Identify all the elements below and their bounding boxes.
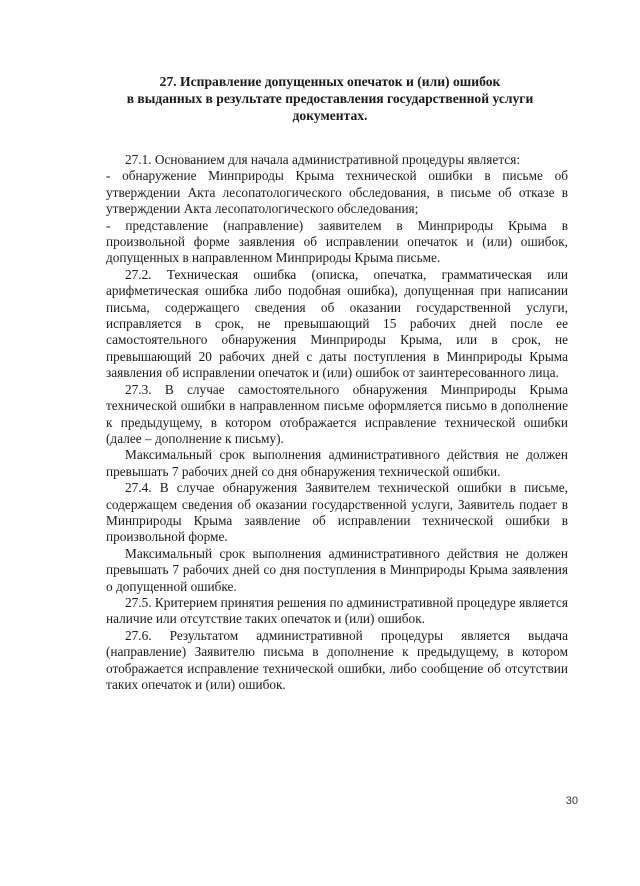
heading-line-2: в выданных в результате предоставления государственной услуги xyxy=(126,91,534,106)
page-number: 30 xyxy=(565,795,578,807)
paragraph-27-5: 27.5. Критерием принятия решения по административной процедуре является наличие или отсутствие таких опечаток и (или) ошибок. xyxy=(106,594,568,627)
document-body xyxy=(106,152,568,693)
paragraph-list-item-1: - обнаружение Минприроды Крыма технической ошибки в письме об утверждении Акта лесопатологического обследования, в письме об отказе в утверждении Акта лесопатологического обследования; xyxy=(106,168,568,217)
paragraph-max-term-1: Максимальный срок выполнения административного действия не должен превышать 7 рабочих дней со дня обнаружения технической ошибки. xyxy=(106,447,568,479)
paragraph-27-3: 27.3. В случае самостоятельного обнаружения Минприроды Крыма технической ошибки в направленном письме оформляется письмо в дополнение к предыдущему, в котором отображается исправление технической ошибки (далее – дополнение к письму). xyxy=(106,381,568,446)
paragraph-list-item-2: - представление (направление) заявителем в Минприроды Крыма в произвольной форме заявления об исправлении опечаток и (или) ошибок, допущенных в направленном Минприроды Крыма письме. xyxy=(106,217,568,266)
heading-line-3: документах. xyxy=(292,108,368,123)
paragraph-max-term-2: Максимальный срок выполнения административного действия не должен превышать 7 рабочих дней со дня поступления в Минприроды Крыма заявления о допущенной ошибке. xyxy=(106,545,568,594)
paragraph-27-4: 27.4. В случае обнаружения Заявителем технической ошибки в письме, содержащем сведения об оказании государственной услуги, Заявитель подает в Минприроды Крыма заявление об исправлении технической ошибки в произвольной форме. xyxy=(106,480,568,545)
paragraph-27-6: 27.6. Результатом административной процедуры является выдача (направление) Заявителю письма в дополнение к предыдущему, в котором отображается исправление технической ошибки, либо сообщение об отсутствии таких опечаток и (или) ошибок. xyxy=(106,627,568,692)
paragraph-27-2: 27.2. Техническая ошибка (описка, опечатка, грамматическая или арифметическая ошибка либо подобная ошибка), допущенная при написании письма, содержащего сведения об оказании государственной услуги, исправляется в срок, не превышающий 15 рабочих дней после ее самостоятельного обнаружения Минприроды Крыма, или в срок, не превышающий 20 рабочих дней с даты поступления в Минприроды Крыма заявления об исправлении опечаток и (или) ошибок от заинтересованного лица. xyxy=(106,266,568,381)
heading-line-1: 27. Исправление допущенных опечаток и (или) ошибок xyxy=(159,74,501,89)
section-heading xyxy=(104,73,556,124)
paragraph-27-1: 27.1. Основанием для начала административной процедуры является: xyxy=(125,152,521,167)
